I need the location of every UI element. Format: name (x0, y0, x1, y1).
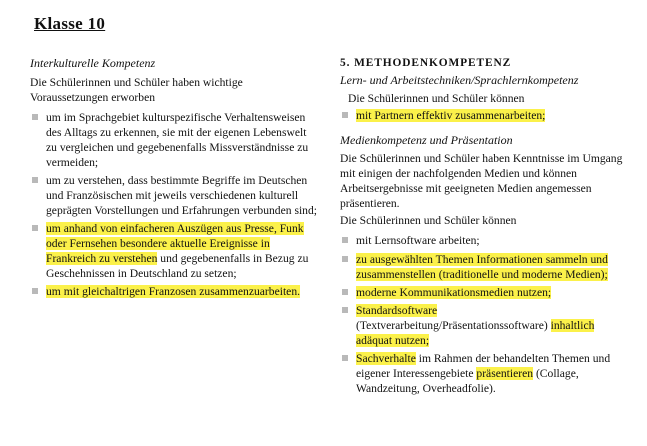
bullet-square-icon (32, 288, 38, 294)
list-item (340, 351, 628, 396)
list-item (340, 233, 628, 248)
bullet-square-icon (32, 177, 38, 183)
bullet-square-icon (342, 256, 348, 262)
list-item (340, 108, 628, 123)
right-bullet-list-2 (340, 233, 628, 396)
highlighted-text: mit Partnern effektiv zusammenarbeiten; (356, 109, 546, 123)
plain-text: im Rahmen der behandelten Themen und eigener Interessengebiete (356, 351, 611, 380)
bullet-square-icon (32, 114, 38, 120)
highlighted-text: Standardsoftware (356, 303, 438, 317)
plain-text: (Collage, Wandzeitung, Overheadfolie). (356, 366, 579, 396)
plain-text: um zu verstehen, dass bestimmte Begriffe im Deutschen und Französischen mit jeweils verschiedenen kulturell geprägten Vorstellungen und Erfahrungen verbunden sind; (46, 173, 317, 218)
right-subheading-medienkompetenz: Medienkompetenz und Präsentation (340, 132, 513, 147)
bullet-square-icon (342, 237, 348, 243)
highlighted-text: präsentieren (476, 366, 534, 380)
plain-text: (Textverarbeitung/Präsentationssoftware) (356, 318, 551, 332)
right-column (340, 56, 628, 399)
right-intro-2: Die Schülerinnen und Schüler haben Kenntnisse im Umgang mit einigen der nachfolgenden Medien und können Arbeitsergebnisse mit geeigneten Medien angemessen präsentieren. (340, 152, 623, 211)
left-bullet-list (30, 110, 318, 300)
right-subheading-lern-arbeitstechniken: Lern- und Arbeitstechniken/Sprachlernkompetenz (340, 72, 579, 87)
page-title: Klasse 10 (34, 14, 106, 33)
highlighted-text: zu ausgewählten Themen Informationen sammeln und zusammenstellen (traditionelle und moderne Medien); (356, 252, 608, 281)
bullet-square-icon (342, 355, 348, 361)
bullet-square-icon (32, 225, 38, 231)
bullet-square-icon (342, 307, 348, 313)
plain-text: und gegebenenfalls in Bezug zu Geschehnissen in Deutschland zu setzen; (46, 252, 309, 281)
list-item (340, 285, 628, 300)
highlighted-text: um anhand von einfacheren Auszügen aus Presse, Funk oder Fernsehen besondere aktuelle Ereignisse in Frankreich zu verstehen (46, 222, 304, 266)
bullet-square-icon (342, 112, 348, 118)
right-bullet-list-1 (340, 108, 628, 123)
highlighted-text: um mit gleichaltrigen Franzosen zusammenzuarbeiten. (46, 285, 301, 299)
list-item (340, 303, 628, 348)
list-item (340, 252, 628, 282)
plain-text: mit Lernsoftware arbeiten; (356, 234, 480, 248)
list-item (30, 110, 318, 170)
highlighted-text: moderne Kommunikationsmedien nutzen; (356, 285, 552, 299)
list-item (30, 284, 318, 299)
right-intro-3: Die Schülerinnen und Schüler können (340, 214, 517, 228)
bullet-square-icon (342, 289, 348, 295)
two-column-body (30, 56, 629, 399)
left-column (30, 56, 318, 302)
highlighted-text: inhaltlich adäquat nutzen; (356, 318, 595, 347)
list-item (30, 173, 318, 218)
right-intro-1: Die Schülerinnen und Schüler können (348, 92, 525, 106)
plain-text: um im Sprachgebiet kulturspezifische Verhaltensweisen des Alltags zu erkennen, sie mit der eigenen Lebenswelt zu vergleichen und gegebenenfalls Missverständnisse zu vermeiden; (46, 110, 309, 169)
list-item (30, 221, 318, 281)
highlighted-text: Sachverhalte (356, 351, 416, 365)
right-section-number-title: 5. METHODENKOMPETENZ (340, 57, 512, 69)
left-intro-paragraph: Die Schülerinnen und Schüler haben wichtige Voraussetzungen erworben (30, 75, 243, 104)
left-section-heading: Interkulturelle Kompetenz (30, 56, 156, 70)
